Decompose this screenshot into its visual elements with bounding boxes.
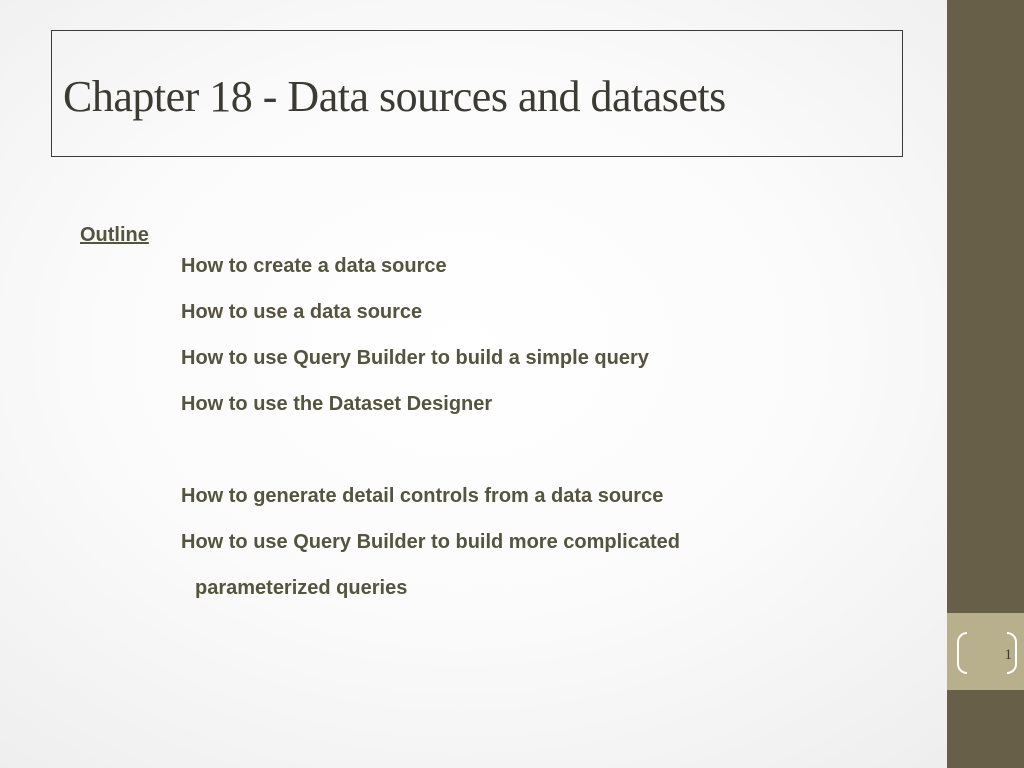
outline-item: How to generate detail controls from a data source <box>181 485 664 507</box>
outline-item: How to use a data source <box>181 301 423 323</box>
outline-heading: Outline <box>80 224 149 246</box>
page-number-tab <box>947 613 1024 690</box>
left-bracket-icon <box>957 632 967 674</box>
outline-item: How to use Query Builder to build a simple query <box>181 347 649 369</box>
title-box <box>51 30 903 157</box>
outline-item: How to use the Dataset Designer <box>181 393 493 415</box>
outline-item: How to create a data source <box>181 255 447 277</box>
page-number: 1 <box>1004 647 1012 663</box>
outline-item-continuation: parameterized queries <box>195 577 408 599</box>
outline-item: How to use Query Builder to build more complicated <box>181 531 680 553</box>
slide-title: Chapter 18 - Data sources and datasets <box>63 72 726 121</box>
